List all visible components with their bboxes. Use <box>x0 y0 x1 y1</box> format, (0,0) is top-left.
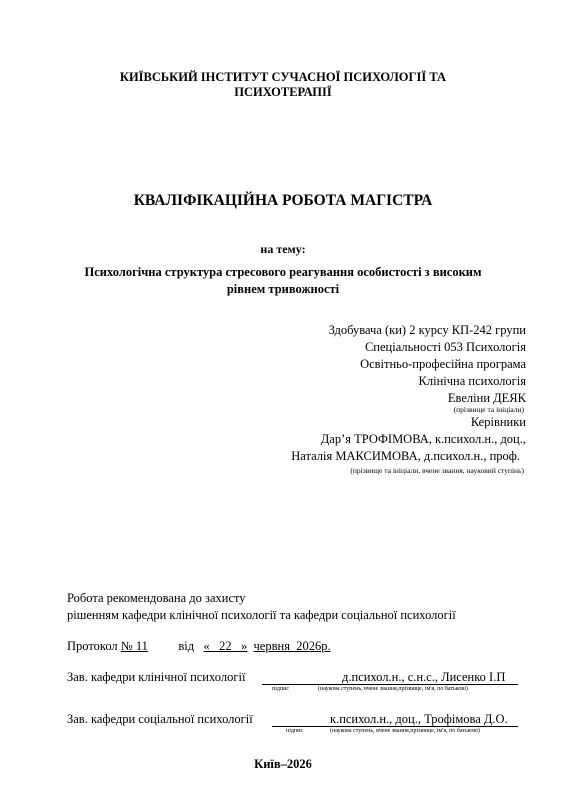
student-block <box>329 322 526 407</box>
theme-text <box>0 264 566 298</box>
head1-name: д.психол.н., с.н.с., Лисенко І.П <box>342 670 506 684</box>
protocol-day: « 22 » <box>203 639 248 653</box>
head1-label: Зав. кафедри клінічної психології <box>67 670 246 684</box>
head2-sign-caption: підпис <box>286 728 304 734</box>
student-name-caption: (прізвище та ініціали) <box>453 405 524 414</box>
head1-name-caption: (наукова ступень, вчене звання,прізвище, ім'я, по батькові) <box>318 686 468 692</box>
city-year: Київ–2026 <box>254 757 312 771</box>
head1-sign-caption: підпис <box>272 686 290 692</box>
student-line-3: Освітньо-професійна програма <box>360 357 526 371</box>
recommendation-line-1: Робота рекомендована до захисту <box>67 591 246 605</box>
theme-line-2: рівнем тривожності <box>226 282 340 296</box>
head2-name: к.психол.н., доц., Трофімова Д.О. <box>330 712 508 726</box>
institute-line-2: ПСИХОТЕРАПІЇ <box>234 85 332 99</box>
supervisor-2: Наталія МАКСИМОВА, д.психол.н., проф. <box>291 449 520 463</box>
supervisors-label: Керівники <box>470 415 526 429</box>
recommendation <box>67 590 456 624</box>
protocol-from: від <box>178 639 195 653</box>
head2-name-caption: (наукова ступень, вчене звання,прізвище, ім'я, по батькові) <box>330 728 480 734</box>
student-name: Евеліни ДЕЯК <box>447 391 526 405</box>
supervisor-1: Дар’я ТРОФІМОВА, к.психол.н., доц., <box>320 432 526 446</box>
protocol-number: № 11 <box>120 639 148 653</box>
document-title: КВАЛІФІКАЦІЙНА РОБОТА МАГІСТРА <box>133 192 433 209</box>
theme-line-1: Психологічна структура стресового реагування особистості з високим <box>84 265 482 279</box>
supervisors-block <box>321 414 526 448</box>
theme-label: на тему: <box>260 242 306 256</box>
recommendation-line-2: рішенням кафедри клінічної психології та кафедри соціальної психології <box>67 608 456 622</box>
protocol-month-year: червня 2026р. <box>253 639 331 653</box>
supervisors-caption: (прізвище та ініціали, вчене звання, науковий ступінь) <box>350 466 524 475</box>
head2-label: Зав. кафедри соціальної психології <box>67 712 253 726</box>
institute-line-1: КИЇВСЬКИЙ ІНСТИТУТ СУЧАСНОЇ ПСИХОЛОГІЇ ТА <box>119 70 447 84</box>
student-line-4: Клінічна психологія <box>418 374 526 388</box>
institute-name <box>0 70 566 100</box>
student-line-2: Спеціальності 053 Психологія <box>364 340 526 354</box>
student-line-1: Здобувача (ки) 2 курсу КП-242 групи <box>328 323 526 337</box>
protocol-label: Протокол <box>67 639 118 653</box>
protocol-line <box>67 639 331 654</box>
